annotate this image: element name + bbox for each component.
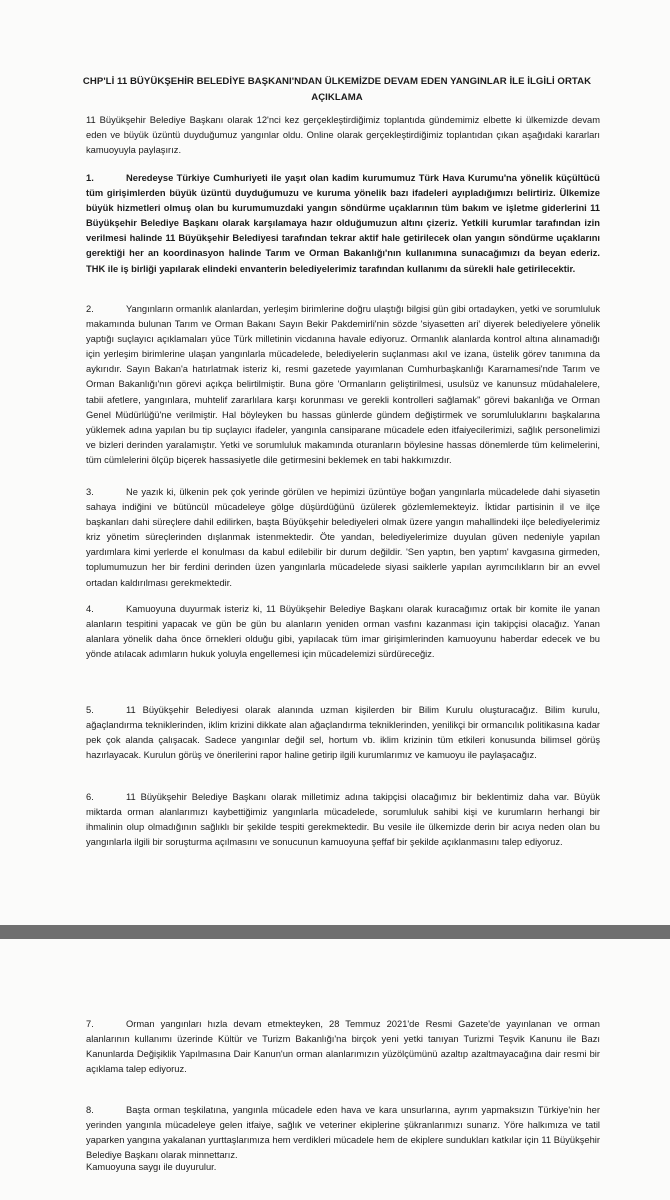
paragraph-2 [86, 302, 600, 468]
paragraph-6 [86, 790, 600, 850]
closing-line: Kamuoyuna saygı ile duyurulur. [86, 1162, 217, 1172]
paragraph-number: 1. [86, 173, 94, 183]
paragraph-text: Ne yazık ki, ülkenin pek çok yerinde görülen ve hepimizi üzüntüye boğan yangınlarla mücadelede dahi siyasetin sahaya indiğini ve bütüncül mücadeleye gölge düşürdüğünü üzülerek gözlemlemekteyiz. İktidar partisinin il ve ilçe başkanları dahi süreçlere dahil edilirken, başta Büyükşehir belediyeleri olmak üzere yangın mahallindeki ilçe belediyelerimiz kriz yönetim süreçlerinden dışlanmak istenmektedir. Öte yandan, belediyelerimize duyulan güven nedeniyle yapılan yardımlara kimi yerlerde el konulması da kabul edilebilir bir durum değildir. 'Sen yaptın, ben yaptım' kavgasına girmeden, toplumumuzun her bir ferdini derinden üzen yangınlarla mücadelede siyasi saiklerle yapılan ayrımcılıkların bir an evvel ortadan kaldırılması gerekmektedir. [86, 487, 600, 588]
paragraph-4 [86, 602, 600, 662]
paragraph-number: 6. [86, 792, 94, 802]
paragraph-text: Kamuoyuna duyurmak isteriz ki, 11 Büyükşehir Belediye Başkanı olarak kuracağımız ortak bir komite ile yanan alanların tespitini yapacak ve gün be gün bu alanların yeniden orman vasfını kazanması için takipçisi olacağız. Yanan alanlara yönelik daha önce örnekleri olduğu gibi, yapılacak tüm imar girişimlerinden kamuoyunu haberdar edecek ve bu yönde atılacak adımların hukuk yoluyla engellemesi için mücadelemizi sürdüreceğiz. [86, 604, 600, 660]
paragraph-number: 2. [86, 304, 94, 314]
paragraph-number: 3. [86, 487, 94, 497]
paragraph-number: 7. [86, 1019, 94, 1029]
paragraph-text: Neredeyse Türkiye Cumhuriyeti ile yaşıt olan kadim kurumumuz Türk Hava Kurumu'na yönelik küçültücü tüm girişimlerden büyük üzüntü duyduğumuzu ve kuruma yönelik bazı ifadeleri ayıpladığımızı belirtiriz. Ülkemize büyük hizmetleri olmuş olan bu kurumumuzdaki yangın söndürme uçaklarının tüm bakım ve işletme giderlerini 11 Büyükşehir Belediye Başkanı olarak karşılamaya hazır olduğumuzun altını çizeriz. Yetkili kurumlar tarafından izin verilmesi halinde 11 Büyükşehir Belediyesi tarafından tekrar aktif hale getirilecek olan yangın söndürme uçaklarını gerektiği her an koordinasyon halinde Tarım ve Orman Bakanlığı'nın kullanımına sunacağımızı da beyan ederiz. THK ile iş birliği yapılarak elindeki envanterin belediyelerimiz tarafından kullanımı da sürekli hale getirilecektir. [86, 173, 600, 274]
paragraph-3 [86, 485, 600, 591]
paragraph-number: 4. [86, 604, 94, 614]
paragraph-number: 8. [86, 1105, 94, 1115]
paragraph-7 [86, 1017, 600, 1077]
document-title: CHP'Lİ 11 BÜYÜKŞEHİR BELEDİYE BAŞKANI'NDAN ÜLKEMİZDE DEVAM EDEN YANGINLAR İLE İLGİLİ ORTAK AÇIKLAMA [82, 76, 592, 103]
paragraph-8 [86, 1103, 600, 1163]
paragraph-1 [86, 171, 600, 277]
paragraph-number: 5. [86, 705, 94, 715]
paragraph-5 [86, 703, 600, 763]
paragraph-text: Orman yangınları hızla devam etmekteyken, 28 Temmuz 2021'de Resmi Gazete'de yayınlanan ve orman alanlarının kullanımı üzerinde Kültür ve Turizm Bakanlığı'na birçok yeni yetki tanıyan Turizmi Teşvik Kanunu ile Bazı Kanunlarda Değişiklik Yapılmasına Dair Kanun'un orman alanlarımızın yüzölçümünü azaltıp azaltmayacağına dair resmi bir açıklama talep ediyoruz. [86, 1019, 600, 1075]
paragraph-text: 11 Büyükşehir Belediyesi olarak alanında uzman kişilerden bir Bilim Kurulu oluşturacağız. Bilim kurulu, ağaçlandırma tekniklerinden, iklim krizini dikkate alan ağaçlandırma tekniklerinden, yenilikçi bir ormancılık politikasına kadar pek çok alanda çalışacak. Sadece yangınlar değil sel, hortum vb. iklim krizinin tüm etkileri konusunda bilimsel görüş hazırlayacak. Kurulun görüş ve önerilerini rapor haline getirip ilgili kurumlarımız ve kamuoyu ile paylaşacağız. [86, 705, 600, 761]
paragraph-text: Yangınların ormanlık alanlardan, yerleşim birimlerine doğru ulaştığı bilgisi gün gibi ortadayken, yetki ve sorumluluk makamında bulunan Tarım ve Orman Bakanı Sayın Bekir Pakdemirli'nin sözde 'siyasetten ari' diyerek belediyelere yönelik yaptığı suçlayıcı açıklamaları yüce Türk milletinin vicdanına havale ediyoruz. Ormanlık alanlarda kontrol altına alınamadığı için yerleşim birimlerine ulaşan yangınlarla mücadelede, belediyelerin suçlanması akıl ve izana, üstelik görev tanımına da aykırıdır. Sayın Bakan'a hatırlatmak isteriz ki, resmi gazetede yayımlanan Cumhurbaşkanlığı Kararnamesi'nde Tarım ve Orman Bakanlığı'nın görevi açıkça belirtilmiştir. Buna göre 'Ormanların geliştirilmesi, usulsüz ve kanunsuz müdahalelere, tabii afetlere, yangınlara, muhtelif zararlılara karşı korunması ve gerekli kontrolleri sağlamak" görevi bakanlığa ve Orman Genel Müdürlüğü'ne verilmiştir. Hal böyleyken bu hassas günlerde gündem değiştirmek ve sorumluluklarını başkalarına yüklemek adına yapılan bu tip suçlayıcı ifadeler, yangınla cansiparane mücadele eden itfaiyecilerimizi, sağlık personelimizi ve bizleri derinden yaralamıştır. Yetki ve sorumluluk makamında oturanların böylesine hassas dönemlerde tüm kelimelerini, tüm cümlelerini ölçüp biçerek hassasiyetle dile getirmesini beklemek en tabi hakkımızdır. [86, 304, 600, 465]
intro-paragraph: 11 Büyükşehir Belediye Başkanı olarak 12'nci kez gerçekleştirdiğimiz toplantıda gündemimiz elbette ki ülkemizde devam eden ve büyük üzüntü duyduğumuz yangınlar oldu. Online olarak gerçekleştirdiğimiz toplantıdan çıkan aşağıdaki kararları kamuoyuyla paylaşırız. [86, 115, 600, 156]
paragraph-text: 11 Büyükşehir Belediye Başkanı olarak milletimiz adına takipçisi olacağımız bir beklentimiz daha var. Büyük miktarda orman alanlarımızı kaybettiğimiz yangınlarla mücadelede, sorumluluk sahibi kişi ve kurumların herhangi bir ihmalinin olup olmadığının sağlıklı bir şekilde tespiti gerekmektedir. Bu vesile ile ülkemizde derin bir acıya neden olan bu yangınlarla ilgili bir soruşturma açılmasını ve sonucunun kamuoyuna şeffaf bir şekilde açıklanmasını talep ediyoruz. [86, 792, 600, 848]
paragraph-text: Başta orman teşkilatına, yangınla mücadele eden hava ve kara unsurlarına, ayrım yapmaksızın Türkiye'nin her yerinden yangınla mücadeleye gelen itfaiye, sağlık ve veteriner ekiplerine şükranlarımızı sunarız. Yöre halkımıza ve tatil yaparken yangına yakalanan yurttaşlarımıza hem verdikleri mücadele hem de ekiplere sundukları katkılar için 11 Büyükşehir Belediye Başkanı olarak minnettarız. [86, 1105, 600, 1161]
